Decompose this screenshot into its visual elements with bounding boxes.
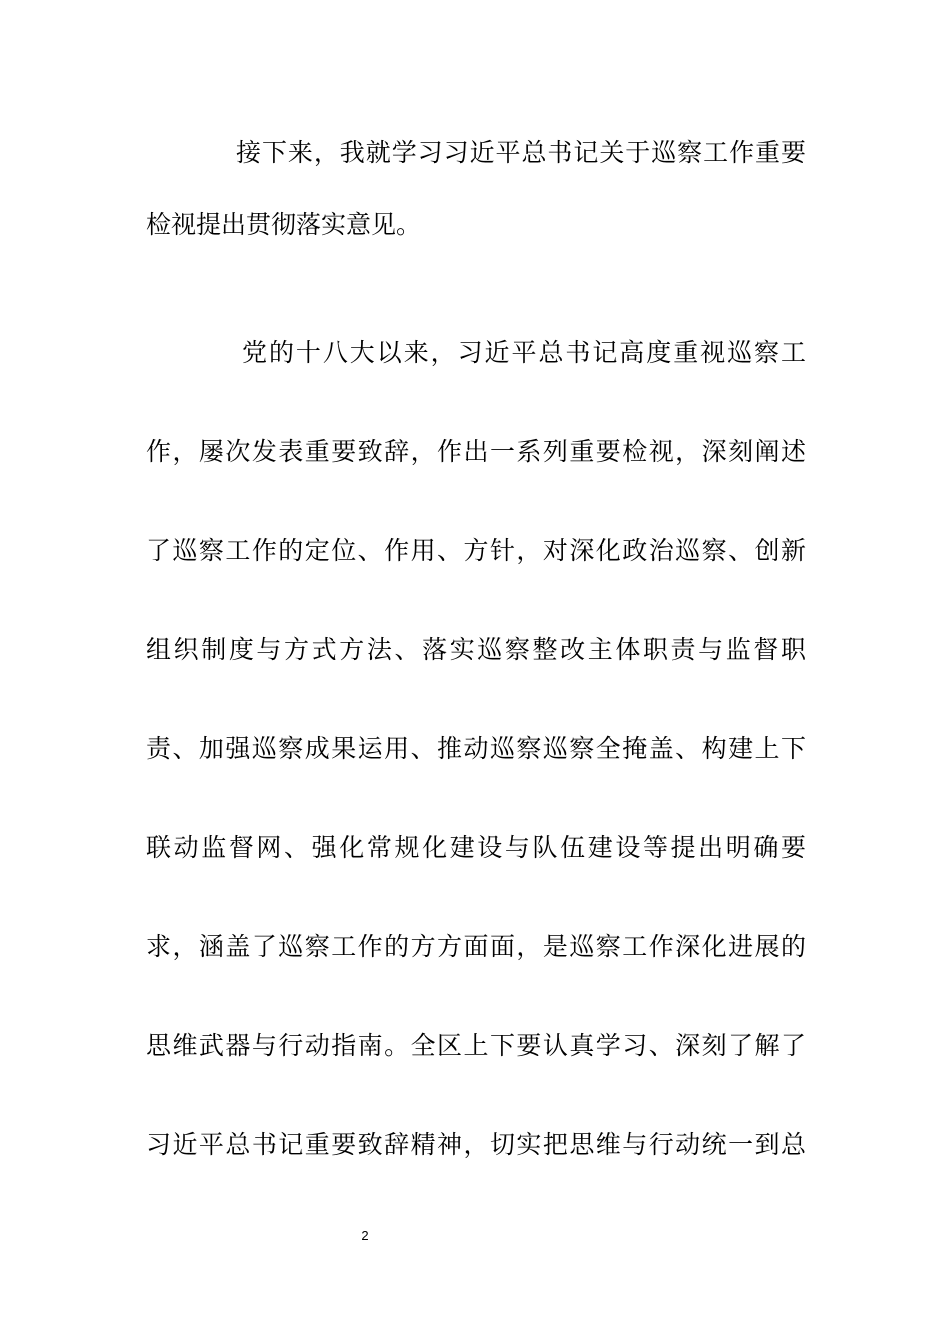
paragraph-2-line-7: 求，涵盖了巡察工作的方方面面，是巡察工作深化进展的: [146, 932, 806, 961]
paragraph-2-line-3: 了巡察工作的定位、作用、方针，对深化政治巡察、创新: [146, 536, 806, 565]
page-number: 2: [361, 1228, 369, 1243]
paragraph-2-line-8: 思维武器与行动指南。全区上下要认真学习、深刻了解了: [146, 1031, 806, 1060]
paragraph-2-line-4: 组织制度与方式方法、落实巡察整改主体职责与监督职: [146, 635, 806, 664]
paragraph-2-line-6: 联动监督网、强化常规化建设与队伍建设等提出明确要: [146, 833, 806, 862]
paragraph-2-line-5: 责、加强巡察成果运用、推动巡察巡察全掩盖、构建上下: [146, 734, 806, 763]
paragraph-1-line-1: 接下来，我就学习习近平总书记关于巡察工作重要: [236, 138, 806, 167]
paragraph-2-line-1: 党的十八大以来，习近平总书记高度重视巡察工: [242, 338, 806, 367]
paragraph-2-line-2: 作，屡次发表重要致辞，作出一系列重要检视，深刻阐述: [146, 437, 806, 466]
paragraph-1-line-2: 检视提出贯彻落实意见。: [146, 210, 422, 239]
paragraph-2-line-9: 习近平总书记重要致辞精神，切实把思维与行动统一到总: [146, 1130, 806, 1159]
